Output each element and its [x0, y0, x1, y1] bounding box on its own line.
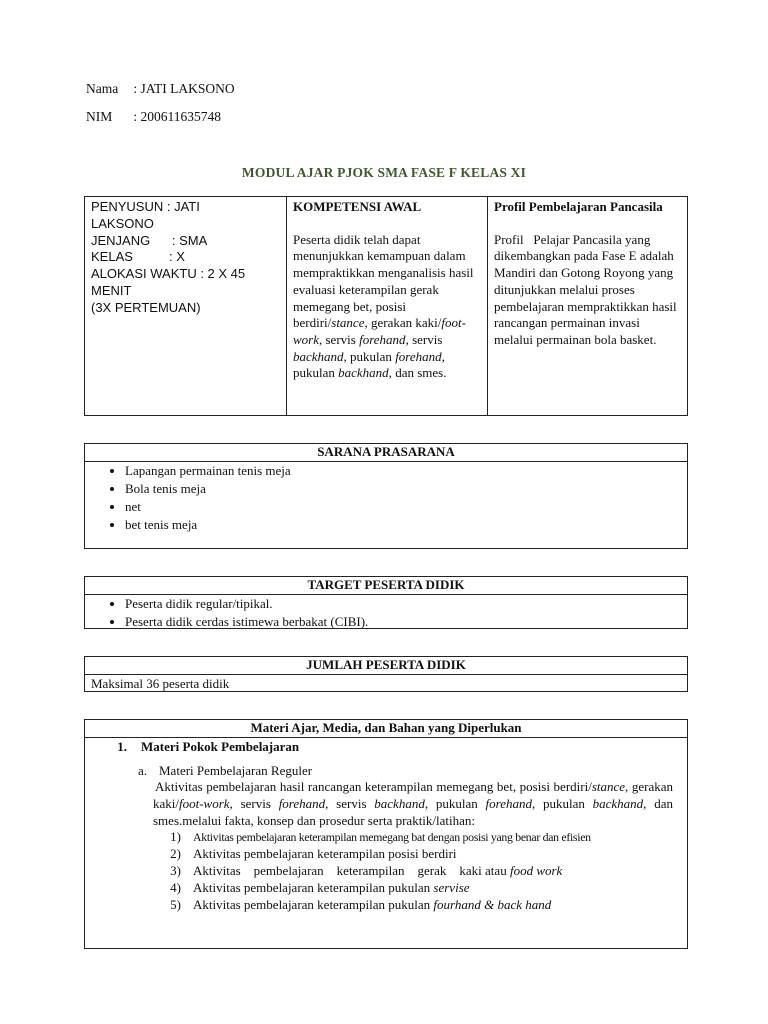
kompetensi-text: Peserta didik telah dapat menunjukkan kemampuan dalam mempraktikkan menganalisis hasil evaluasi keterampilan gerak memegang bet, posisi berdiri/stance, gerakan kaki/foot-work, servis forehand, servis backhand, pukulan forehand, pukulan backhand, dan smes. — [293, 231, 474, 381]
list-item: • Peserta didik cerdas istimewa berbakat (CIBI). — [125, 613, 687, 631]
info-author-column — [85, 197, 287, 415]
materi-heading-number: 1. — [117, 739, 127, 754]
info-line: KELAS : X — [91, 249, 185, 265]
list-item: • Peserta didik regular/tipikal. — [125, 595, 687, 613]
kompetensi-title: KOMPETENSI AWAL — [293, 199, 422, 214]
info-line: ALOKASI WAKTU : 2 X 45 — [91, 266, 246, 282]
list-item: • bet tenis meja — [125, 516, 687, 534]
jumlah-section — [84, 656, 688, 692]
name-value: : JATI LAKSONO — [133, 81, 235, 96]
target-section — [84, 576, 688, 629]
profil-text: Profil Pelajar Pancasila yang dikembangkan pada Fase E adalah Mandiri dan Gotong Royong yang ditunjukkan melalui proses pembelajaran mempraktikkan hasil rancangan permainan invasi melalui permainan bola basket. — [494, 231, 680, 347]
info-line: MENIT — [91, 282, 132, 298]
list-item: 4) Aktivitas pembelajaran keterampilan pukulan servise — [170, 879, 470, 895]
list-item: • net — [125, 498, 687, 516]
sarana-title: SARANA PRASARANA — [85, 444, 687, 462]
materi-subheading — [85, 762, 687, 779]
jumlah-text: Maksimal 36 peserta didik — [91, 676, 230, 691]
info-line: (3X PERTEMUAN) — [91, 299, 201, 315]
list-item: 2) Aktivitas pembelajaran keterampilan posisi berdiri — [170, 846, 457, 862]
kompetensi-column — [287, 197, 488, 415]
student-name-line — [86, 81, 235, 97]
nim-label: NIM — [86, 109, 113, 124]
jumlah-title: JUMLAH PESERTA DIDIK — [85, 657, 687, 675]
materi-section — [84, 719, 688, 949]
sarana-list — [85, 462, 687, 534]
list-item: 1) Aktivitas pembelajaran keterampilan memegang bat dengan posisi yang benar dan efisien — [170, 829, 591, 845]
list-item: • Lapangan permainan tenis meja — [125, 462, 687, 480]
materi-heading-text: Materi Pokok Pembelajaran — [141, 739, 300, 754]
info-line: PENYUSUN : JATI — [91, 199, 200, 214]
info-line: JENJANG : SMA — [91, 232, 208, 248]
sub-letter: a. — [137, 763, 147, 778]
sarana-section — [84, 443, 688, 549]
info-line: LAKSONO — [91, 215, 154, 231]
info-table — [84, 196, 688, 416]
materi-title: Materi Ajar, Media, dan Bahan yang Diperlukan — [85, 720, 687, 738]
materi-heading — [85, 738, 687, 756]
student-nim-line — [86, 109, 221, 125]
nim-value: : 200611635748 — [133, 109, 221, 124]
profil-column — [488, 197, 687, 415]
sub-text: Materi Pembelajaran Reguler — [159, 763, 313, 778]
name-label: Nama — [86, 81, 119, 96]
list-item: 3) Aktivitas pembelajaran keterampilan gerak kaki atau food work — [170, 862, 563, 878]
document-title: MODUL AJAR PJOK SMA FASE F KELAS XI — [241, 165, 527, 180]
target-title: TARGET PESERTA DIDIK — [85, 577, 687, 595]
materi-paragraph: Aktivitas pembelajaran hasil rancangan keterampilan memegang bet, posisi berdiri/stance, gerakan kaki/foot-work, servis forehand, servis backhand, pukulan forehand, pukulan backhand, dan smes.melalui fakta, konsep dan prosedur serta praktik/latihan: — [153, 779, 673, 828]
list-item: • Bola tenis meja — [125, 480, 687, 498]
target-list — [85, 595, 687, 631]
list-item: 5) Aktivitas pembelajaran keterampilan pukulan fourhand & back hand — [170, 896, 552, 912]
materi-body — [85, 779, 687, 913]
profil-title: Profil Pembelajaran Pancasila — [494, 199, 663, 214]
